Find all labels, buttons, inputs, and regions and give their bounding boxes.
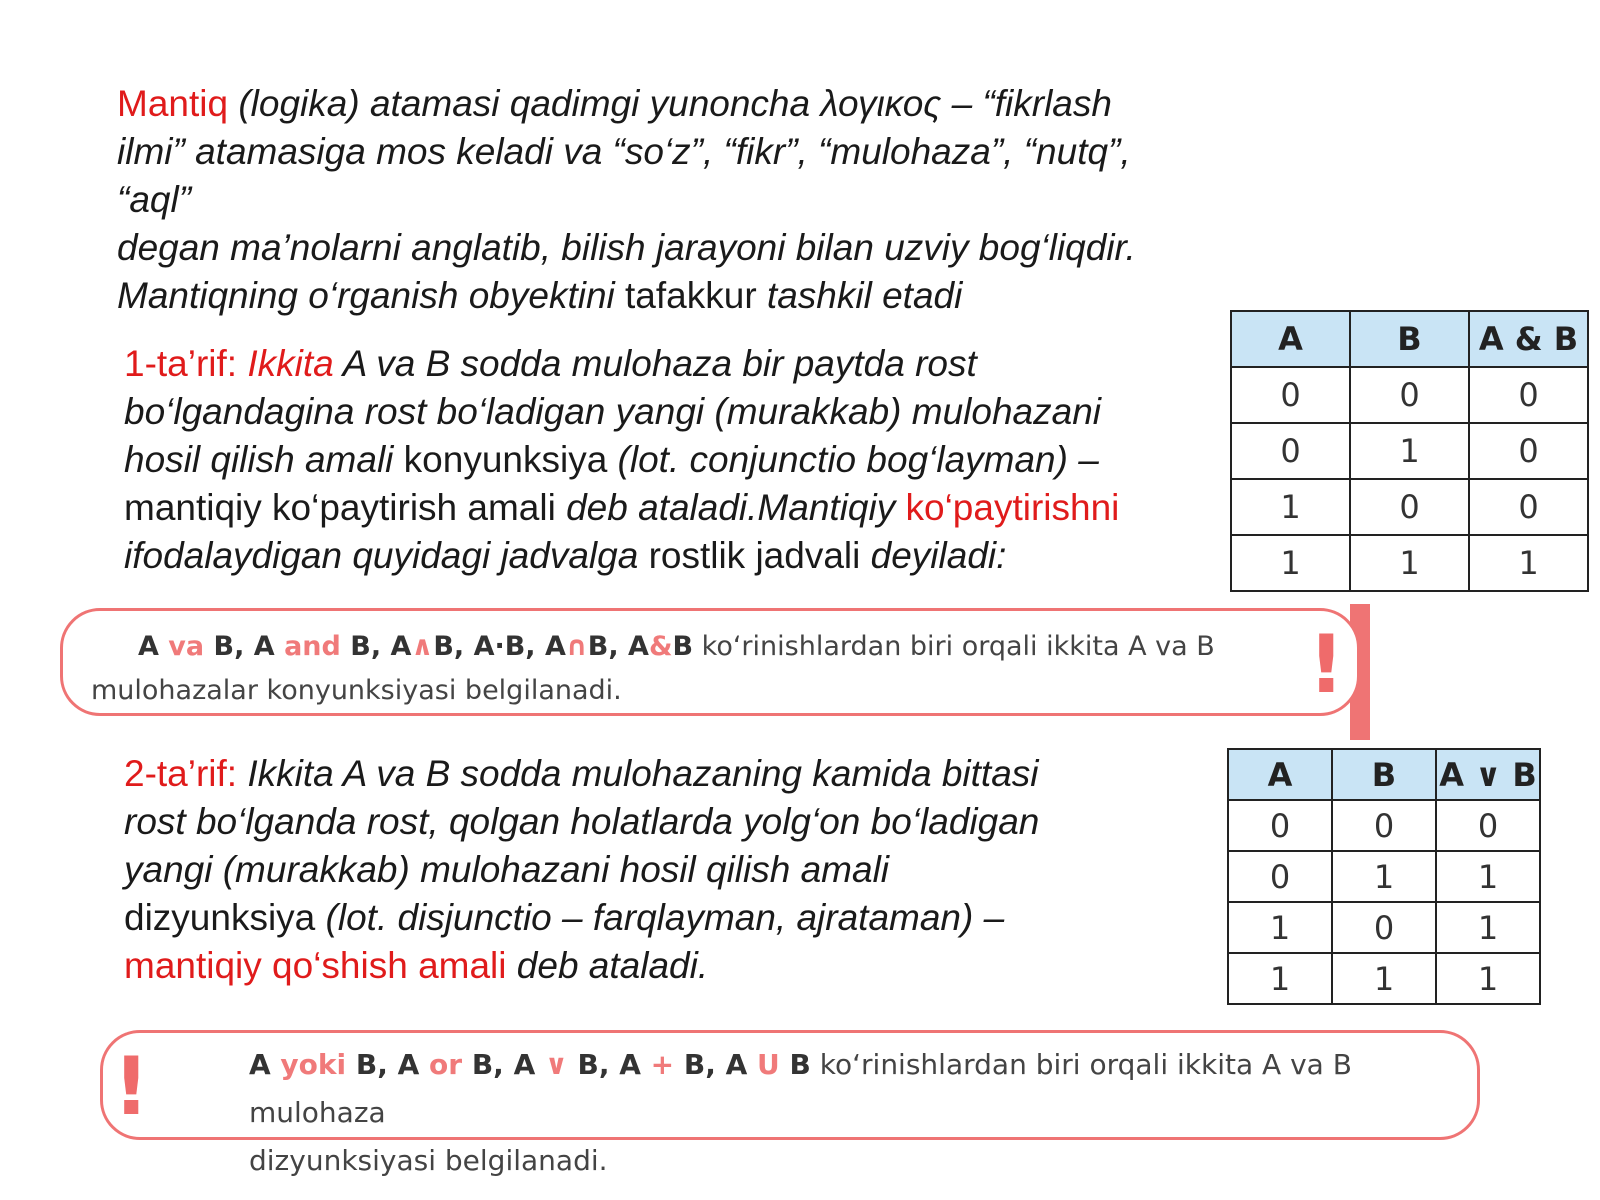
table-row: 1 1 1 [1231,535,1588,591]
term-tafakkur: tafakkur [625,275,757,316]
table-row: 0 0 0 [1228,800,1540,851]
table-header: A ∨ B [1436,749,1540,800]
table-row: 0 0 0 [1231,367,1588,423]
intro-line-5: Mantiqning o‘rganish obyektini tafakkur tashkil etadi [117,275,963,316]
table-row: 1 0 1 [1228,902,1540,953]
table-header: B [1332,749,1436,800]
intro-line-2: ilmi” atamasiga mos keladi va “so‘z”, “fikr”, “mulohaza”, “nutq”, [117,131,1131,172]
intro-line-1: Mantiq (logika) atamasi qadimgi yunoncha λογικος – “fikrlash [117,83,1112,124]
exclamation-icon: ! [113,1040,150,1133]
intro-line-4: degan ma’nolarni anglatib, bilish jarayoni bilan uzviy bog‘liqdir. [117,227,1136,268]
disjunction-truth-table [1227,748,1541,1005]
disjunction-note [100,1030,1480,1177]
definition-1: 1-ta’rif: Ikkita A va B sodda mulohaza bir paytda rost bo‘lgandagina rost bo‘ladigan yangi (murakkab) mulohazani hosil qilish amali konyunksiya (lot. conjunctio bog‘layman) – mantiqiy ko‘paytirish amali deb ataladi.Mantiqiy ko‘paytirishni ifodalaydigan quyidagi jadvalga rostlik jadvali deyiladi: [124,343,1120,576]
table-row: 0 1 1 [1228,851,1540,902]
term-konyunksiya: konyunksiya [403,439,608,480]
term-mantiq: Mantiq [117,83,229,124]
conjunction-truth-table [1230,310,1589,592]
term-mantiqiy-qoshish: mantiqiy qo‘shish amali [124,945,507,986]
term-rostlik-jadvali: rostlik jadvali [648,535,861,576]
table-header: A [1231,311,1350,367]
conjunction-note [60,608,1360,716]
conjunction-note-text: A va B, A and B, A∧B, A·B, A∩B, A&B ko‘rinishlardan biri orqali ikkita A va B mulohazalar konyunksiyasi belgilanadi. [91,631,1215,706]
exclamation-icon: ! [1308,618,1345,711]
definition-2-label: 2-ta’rif: [124,753,248,794]
table-row: 1 0 0 [1231,479,1588,535]
table-header: A & B [1469,311,1588,367]
term-dizyunksiya: dizyunksiya [124,897,316,938]
disjunction-note-text: A yoki B, A or B, A ∨ B, A + B, A U B ko‘rinishlardan biri orqali ikkita A va B mulohaza dizyunksiyasi belgilanadi. [249,1048,1352,1177]
definition-1-label: 1-ta’rif: [124,343,248,384]
table-row: 0 1 0 [1231,423,1588,479]
table-row: 1 1 1 [1228,953,1540,1004]
intro-line-3: “aql” [117,179,192,220]
table-header: B [1350,311,1469,367]
intro-paragraph [117,80,1227,320]
definition-2: 2-ta’rif: Ikkita A va B sodda mulohazaning kamida bittasi rost bo‘lganda rost, qolgan holatlarda yolg‘on bo‘ladigan yangi (murakkab) mulohazani hosil qilish amali dizyunksiya (lot. disjunctio – farqlayman, ajrataman) – mantiqiy qo‘shish amali deb ataladi. [124,753,1040,986]
table-header: A [1228,749,1332,800]
